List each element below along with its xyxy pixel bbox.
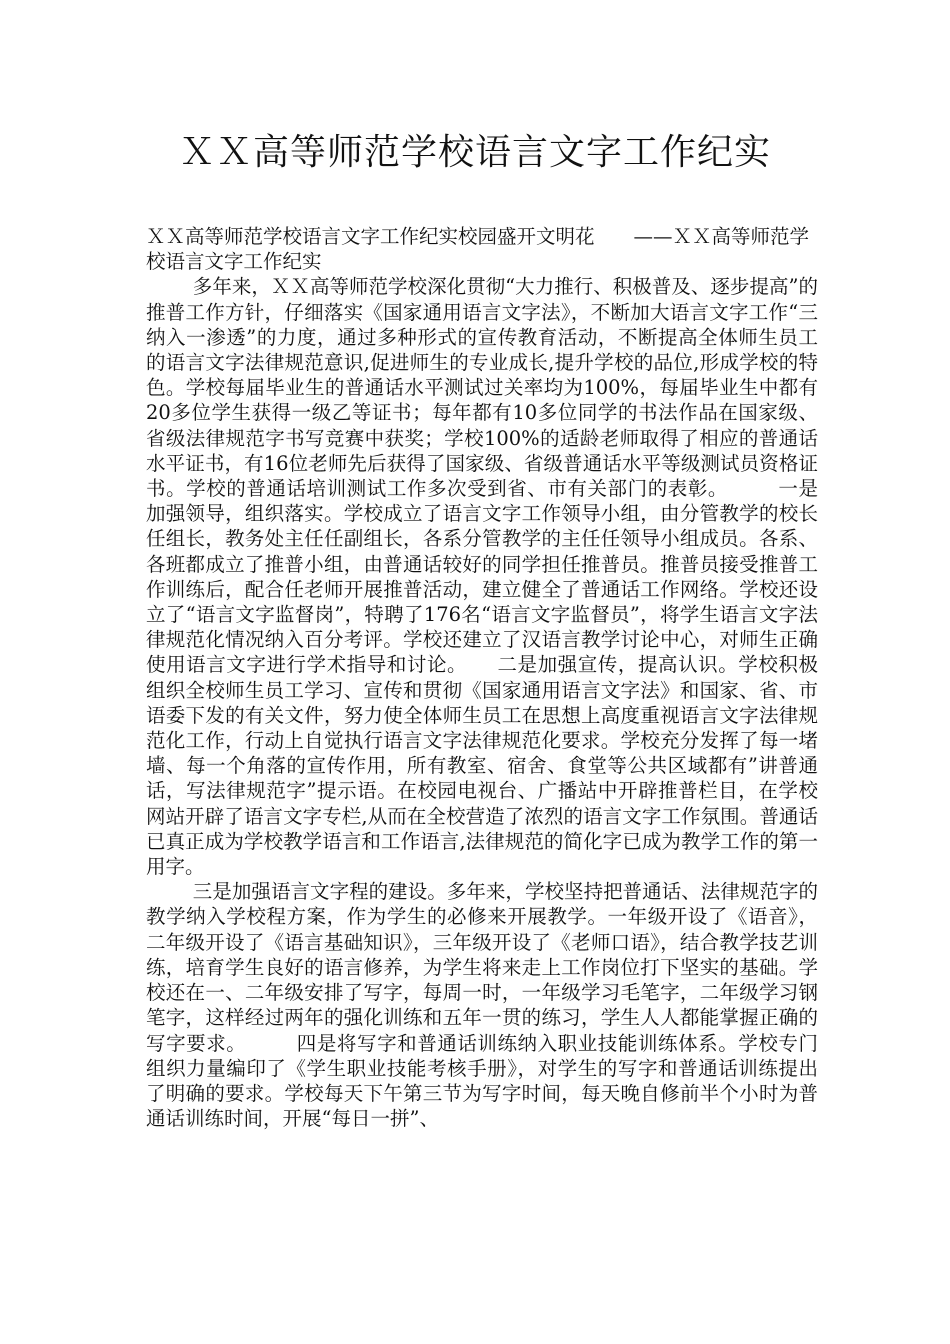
document-title: ＸＸ高等师范学校语言文字工作纪实 bbox=[178, 132, 771, 173]
document-body bbox=[146, 224, 818, 1131]
body-paragraph-2: 三是加强语言文字程的建设。多年来，学校坚持把普通话、法律规范字的教学纳入学校程方案，作为学生的必修来开展教学。一年级开设了《语音》，二年级开设了《语言基础知识》，三年级开设了《老师口语》，结合教学技艺训练，培育学生良好的语言修养，为学生将来走上工作岗位打下坚实的基础。学校还在一、二年级安排了写字，每周一时，一年级学习毛笔字，二年级学习钢笔字，这样经过两年的强化训练和五年一贯的练习，学生人人都能掌握正确的写字要求。 四是将写字和普通话训练纳入职业技能训练体系。学校专门组织力量编印了《学生职业技能考核手册》，对学生的写字和普通话训练提出了明确的要求。学校每天下午第三节为写字时间，每天晚自修前半个小时为普通话训练时间，开展“每日一拼”、 bbox=[146, 880, 818, 1131]
body-paragraph-1: 多年来，ＸＸ高等师范学校深化贯彻“大力推行、积极普及、逐步提高”的推普工作方针，仔细落实《国家通用语言文字法》，不断加大语言文字工作“三纳入一渗透”的力度，通过多种形式的宣传教育活动，不断提高全体师生员工的语言文字法律规范意识,促进师生的专业成长,提升学校的品位,形成学校的特色。学校每届毕业生的普通话水平测试过关率均为100%，每届毕业生中都有20多位学生获得一级乙等证书；每年都有10多位同学的书法作品在国家级、省级法律规范字书写竞赛中获奖；学校100%的适龄老师取得了相应的普通话水平证书，有16位老师先后获得了国家级、省级普通话水平等级测试员资格证书。学校的普通话培训测试工作多次受到省、市有关部门的表彰。 一是加强领导，组织落实。学校成立了语言文字工作领导小组，由分管教学的校长任组长，教务处主任任副组长，各系分管教学的主任任领导小组成员。各系、各班都成立了推普小组，由普通话较好的同学担任推普员。推普员接受推普工作训练后，配合任老师开展推普活动，建立健全了普通话工作网络。学校还设立了“语言文字监督岗”，特聘了176名“语言文字监督员”，将学生语言文字法律规范化情况纳入百分考评。学校还建立了汉语言教学讨论中心，对师生正确使用语言文字进行学术指导和讨论。 二是加强宣传，提高认识。学校积极组织全校师生员工学习、宣传和贯彻《国家通用语言文字法》和国家、省、市语委下发的有关文件，努力使全体师生员工在思想上高度重视语言文字法律规范化工作，行动上自觉执行语言文字法律规范化要求。学校充分发挥了每一堵墙、每一个角落的宣传作用，所有教室、宿舍、食堂等公共区域都有”讲普通话，写法律规范字”提示语。在校园电视台、广播站中开辟推普栏目，在学校网站开辟了语言文字专栏,从而在全校营造了浓烈的语言文字工作氛围。普通话已真正成为学校教学语言和工作语言,法律规范的简化字已成为教学工作的第一用字。 bbox=[146, 275, 818, 879]
document-subheading: ＸＸ高等师范学校语言文字工作纪实校园盛开文明花 ——ＸＸ高等师范学校语言文字工作纪实 bbox=[146, 225, 810, 274]
